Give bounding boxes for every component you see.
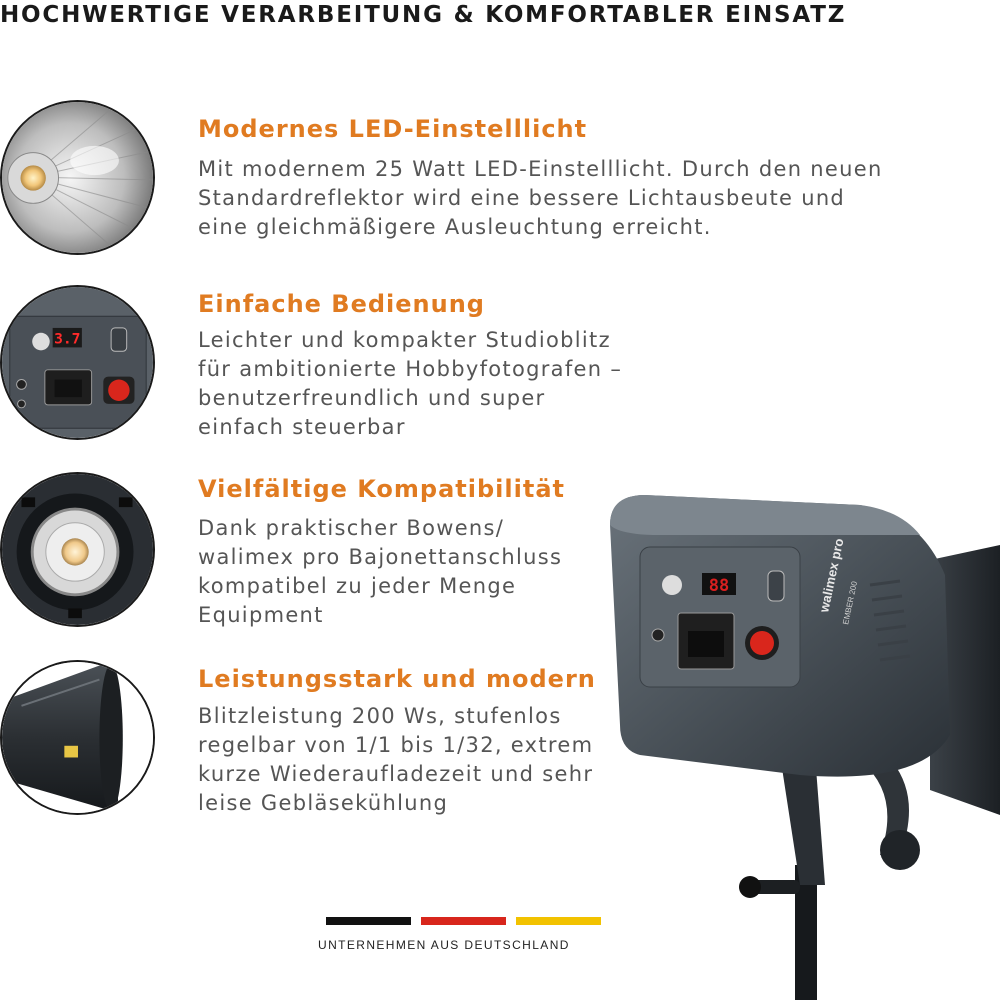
feature-line: Mit modernem 25 Watt LED-Einstelllicht. Durch den neuen [198, 157, 883, 181]
feature-line: benutzerfreundlich und super [198, 386, 546, 410]
feature-title: Leistungsstark und modern [198, 665, 596, 693]
led-modeling-light-icon [0, 100, 155, 255]
feature-description [198, 514, 562, 630]
feature-line: kompatibel zu jeder Menge [198, 574, 517, 598]
feature-line: Dank praktischer Bowens/ [198, 516, 505, 540]
page-headline: HOCHWERTIGE VERARBEITUNG & KOMFORTABLER EINSATZ [0, 2, 847, 28]
feature-performance [0, 660, 640, 820]
feature-line: Leichter und kompakter Studioblitz [198, 328, 611, 352]
feature-description [198, 702, 593, 818]
footer-origin-text: UNTERNEHMEN AUS DEUTSCHLAND [318, 938, 570, 952]
feature-title: Vielfältige Kompatibilität [198, 475, 566, 503]
flag-stripe-black [326, 917, 411, 925]
flag-stripe-gold [516, 917, 601, 925]
control-panel-icon [0, 285, 155, 440]
feature-line: eine gleichmäßigere Ausleuchtung erreicht. [198, 215, 712, 239]
german-flag-bar [326, 917, 606, 925]
flag-stripe-red [421, 917, 506, 925]
bayonet-mount-icon [0, 472, 155, 627]
feature-description [198, 155, 883, 242]
feature-title: Modernes LED-Einstelllicht [198, 115, 588, 143]
feature-led-light [0, 100, 883, 260]
product-display: 88 [708, 576, 730, 596]
product-brand: walimex pro [816, 537, 847, 614]
feature-line: für ambitionierte Hobbyfotografen – [198, 357, 623, 381]
studio-flash-image [600, 485, 1000, 1000]
feature-line: walimex pro Bajonettanschluss [198, 545, 563, 569]
feature-description [198, 326, 622, 442]
feature-line: Blitzleistung 200 Ws, stufenlos [198, 704, 562, 728]
feature-line: Equipment [198, 603, 324, 627]
feature-line: einfach steuerbar [198, 415, 406, 439]
feature-line: Standardreflektor wird eine bessere Lichtausbeute und [198, 186, 846, 210]
panel-display: 3.7 [54, 330, 81, 348]
product-model: EMBER 200 [841, 580, 860, 626]
feature-easy-operation [0, 285, 640, 445]
feature-line: regelbar von 1/1 bis 1/32, extrem [198, 733, 594, 757]
feature-compatibility [0, 472, 640, 632]
reflector-icon [0, 660, 155, 815]
feature-line: leise Gebläsekühlung [198, 791, 449, 815]
feature-line: kurze Wiederaufladezeit und sehr [198, 762, 594, 786]
feature-title: Einfache Bedienung [198, 290, 485, 318]
